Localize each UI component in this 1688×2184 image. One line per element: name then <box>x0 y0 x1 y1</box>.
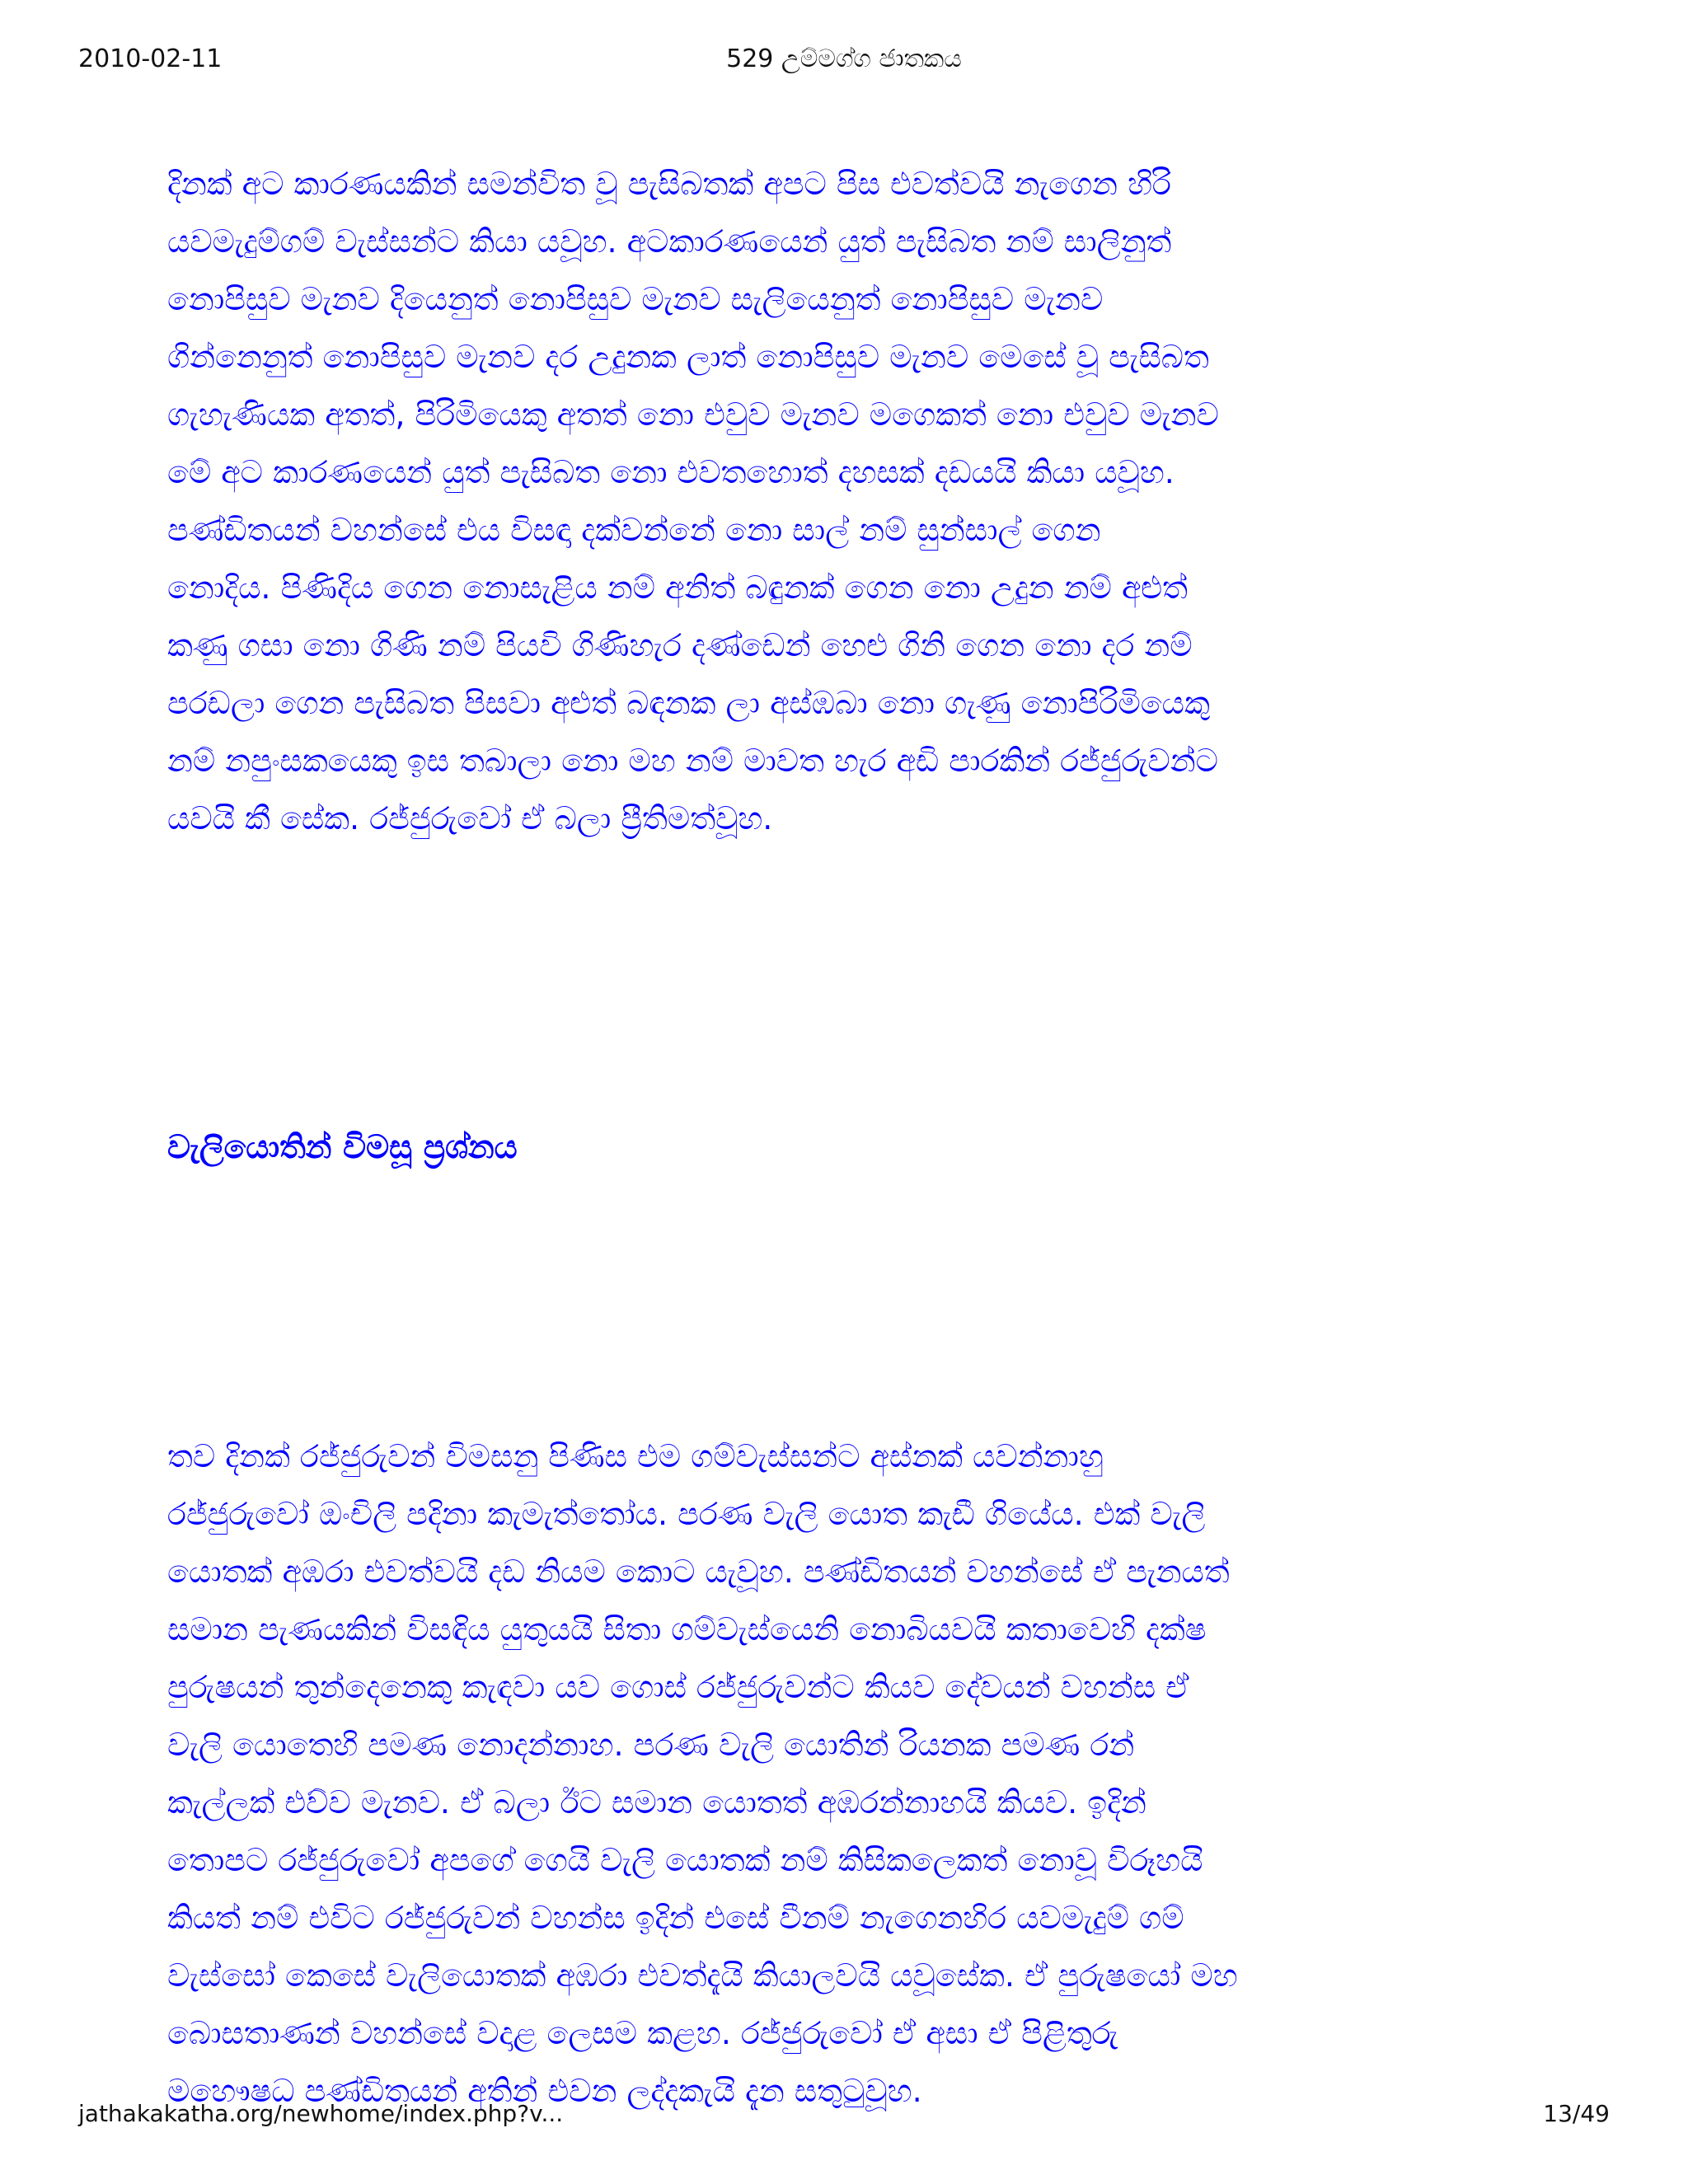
text-line: වැස්සෝ කෙසේ වැලියොතක් අඹරා එවත්දැයි කියාලවයි යවූසේක. ඒ පුරුෂයෝ මහ <box>167 1957 1238 1994</box>
text-line: රජ්ජුරුවෝ ඔංචිලි පදිනා කැමැත්තෝය. පරණ වැලි යොත කැඩී ගියේය. එක් වැලි <box>167 1496 1206 1532</box>
page-title: 529 උම්මග්ග ජාතකය <box>726 45 962 73</box>
page-date: 2010-02-11 <box>78 45 223 73</box>
page-number: 13/49 <box>1543 2100 1610 2127</box>
section-heading-text: වැලියොතින් විමසූ ප්‍රශ්නය <box>167 1129 518 1166</box>
text-line: නොදිය. පිණිදිය ගෙන නොසැළිය නම් අනිත් බඳුනක් ගෙන නො උදුන නම් අළුත් <box>167 569 1188 606</box>
text-line: කියත් නම් එවිට රජ්ජුරුවන් වහන්ස ඉදින් එසේ වීනම් නැගෙනහිර යවමැදුම් ගම් <box>167 1900 1184 1936</box>
text-line: කණු ගසා නො ගිණි නම් පියවි ගිණිහැර දණ්ඩෙන් හෙළු ගිනි ගෙන නො දර නම් <box>167 627 1193 663</box>
text-line: පරඩලා ගෙන පැසිබත පිසවා අළුත් බඳනක ලා අස්ඹබා නො ගැණු නොපිරිමියෙකු <box>167 685 1210 721</box>
text-line: බොසතාණන් වහන්සේ වදාළ ලෙසම කළහ. රජ්ජුරුවෝ ඒ අසා ඒ පිළිතුරු <box>167 2015 1118 2051</box>
text-line: මේ අට කාරණයෙන් යුත් පැසිබත නො එවතහොත් දහසක් දඩයයි කියා යවූහ. <box>167 454 1175 490</box>
text-line: නම් නපුංසකයෙකු ඉස තබාලා නො මහ නම් මාවත හැර අඩි පාරකින් රජ්ජුරුවන්ට <box>167 743 1218 779</box>
text-line: ගින්නෙනුත් නොපිසුව මැනව දර උදුනක ලාත් නොපිසුව මැනව මෙසේ වූ පැසිබත <box>167 339 1209 375</box>
text-line: ගැහැණියක අතත්, පිරිමියෙකු අතත් නො එවුව මැනව මගෙකත් නො එවුව මැනව <box>167 396 1219 433</box>
text-line: යවමැදුම්ගම් වැස්සන්ට කියා යවූහ. අටකාරණයෙන් යුත් පැසිබත නම් සාලිනුත් <box>167 223 1172 260</box>
text-line: මහෞෂධ පණ්ඩිතයන් අතින් එවන ලද්දකැයි දැන සතුටුවූහ. <box>167 2073 922 2109</box>
text-line: පුරුෂයන් තුන්දෙනෙකු කැඳවා යව ගොස් රජ්ජුරුවන්ට කියව දේවයන් වහන්ස ඒ <box>167 1669 1189 1705</box>
text-line: කැල්ලක් එව්ව මැනව. ඒ බලා ඊට සමාන යොතත් අඹරන්නාහයි කියව. ඉදින් <box>167 1784 1146 1821</box>
text-line: වැලි යොතෙහි පමණ නොදන්නාහ. පරණ වැලි යොතින් රියනක පමණ රන් <box>167 1727 1135 1763</box>
section-heading <box>167 1119 1453 1177</box>
text-line: සමාන පැණයකින් විසඳිය යුතුයයි සිතා ගම්වැස්යෙනි නොබියවයි කතාවෙහි දක්ෂ <box>167 1611 1207 1647</box>
text-line: යවයි කී සේක. රජ්ජුරුවෝ ඒ බලා ප්‍රීතිමත්වූහ. <box>167 800 773 837</box>
text-line: යොතක් අඹරා එවත්වයි දඩ නියම කොට යැවූහ. පණ්ඩිතයන් වහන්සේ ඒ පැනයත් <box>167 1554 1230 1590</box>
text-line: පණ්ඩිතයන් වහන්සේ එය විසඳා දක්වන්නේ නො සාල් නම් සුන්සාල් ගෙන <box>167 512 1101 548</box>
text-line: නොපිසුව මැනව දියෙනුත් නොපිසුව මැනව සැලියෙනුත් නොපිසුව මැනව <box>167 281 1104 317</box>
paragraph-2 <box>167 1427 1453 2120</box>
text-line: දිනක් අට කාරණයකින් සමන්විත වූ පැසිබතක් අපට පිස එවත්වයි නැගෙන හිරි <box>167 166 1171 202</box>
paragraph-1 <box>167 155 1453 847</box>
source-url: jathakakatha.org/newhome/index.php?v... <box>78 2100 564 2127</box>
text-line: තව දිනක් රජ්ජුරුවන් විමසනු පිණිස එම ගම්වැස්සන්ට අස්නක් යවන්නාහු <box>167 1438 1104 1474</box>
text-line: තොපට රජ්ජුරුවෝ අපගේ ගෙයි වැලි යොතක් නම් කිසිකලෙකත් නොවූ විරූහයි <box>167 1842 1203 1878</box>
